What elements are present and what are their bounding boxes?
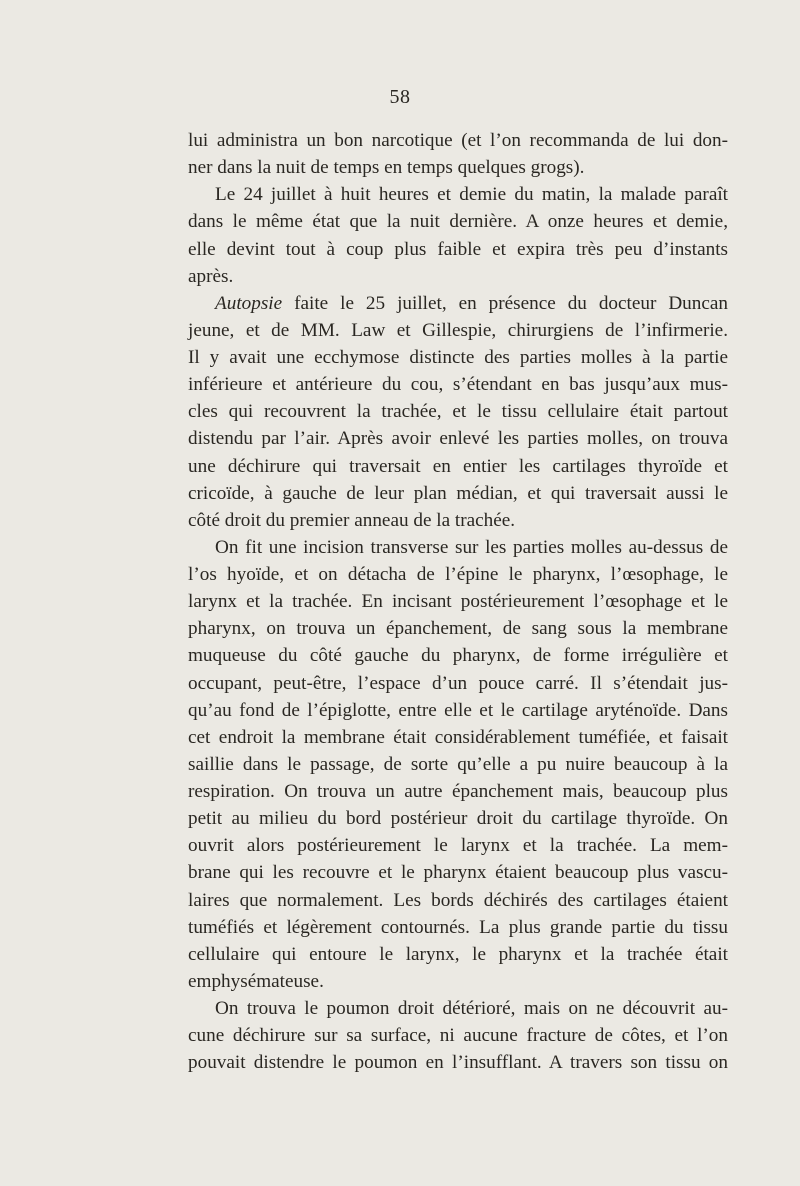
text-line: saillie dans le passage, de sorte qu’elle a pu nuire beaucoup à la: [188, 753, 728, 775]
text-line: lui administra un bon narcotique (et l’on recommanda de lui don-: [188, 130, 728, 151]
text-line: distendu par l’air. Après avoir enlevé les parties molles, on trouva: [188, 428, 728, 450]
text-line: Le 24 juillet à huit heures et demie du matin, la malade paraît: [215, 184, 728, 206]
text-line: tuméfiés et légèrement contournés. La plus grande partie du tissu: [188, 916, 728, 938]
text-line: respiration. On trouva un autre épanchement mais, beaucoup plus: [188, 781, 728, 802]
text-line: muqueuse du côté gauche du pharynx, de forme irrégulière et: [188, 645, 728, 667]
text-line: côté droit du premier anneau de la trachée.: [188, 509, 516, 531]
text-line: pouvait distendre le poumon en l’insufflant. A travers son tissu on: [188, 1052, 728, 1074]
text-line: ouvrit alors postérieurement le larynx et la trachée. La mem-: [188, 835, 728, 857]
text-line: On trouva le poumon droit détérioré, mais on ne découvrit au-: [215, 998, 728, 1019]
page-number: 58: [389, 86, 411, 108]
text-line: cune déchirure sur sa surface, ni aucune fracture de côtes, et l’on: [188, 1025, 728, 1047]
text-line: une déchirure qui traversait en entier les cartilages thyroïde et: [188, 455, 728, 477]
text-line: On fit une incision transverse sur les parties molles au-dessus de: [215, 536, 728, 558]
text-line: elle devint tout à coup plus faible et expira très peu d’instants: [188, 238, 728, 260]
text-line: cles qui recouvrent la trachée, et le tissu cellulaire était partout: [188, 401, 728, 423]
text-line: jeune, et de MM. Law et Gillespie, chirurgiens de l’infirmerie.: [188, 319, 728, 341]
text-line: après.: [188, 265, 234, 287]
text-line: ner dans la nuit de temps en temps quelques grogs).: [188, 157, 585, 179]
text-line: emphysémateuse.: [188, 970, 324, 992]
text-line: cricoïde, à gauche de leur plan médian, et qui traversait aussi le: [188, 482, 728, 504]
text-line: l’os hyoïde, et on détacha de l’épine le pharynx, l’œsophage, le: [188, 564, 728, 585]
text-line: larynx et la trachée. En incisant postérieurement l’œsophage et le: [188, 591, 728, 613]
text-line: qu’au fond de l’épiglotte, entre elle et le cartilage aryténoïde. Dans: [188, 699, 728, 721]
text-line: brane qui les recouvre et le pharynx étaient beaucoup plus vascu-: [188, 862, 728, 884]
text-line: occupant, peut-être, l’espace d’un pouce carré. Il s’étendait jus-: [188, 672, 728, 694]
text-line: cellulaire qui entoure le larynx, le pharynx et la trachée était: [188, 943, 728, 965]
italic-lead: Autopsie: [215, 292, 283, 314]
line-rest: faite le 25 juillet, en présence du docteur Duncan: [282, 292, 728, 314]
text-line: pharynx, on trouva un épanchement, de sang sous la membrane: [188, 618, 728, 640]
text-line: [188, 290, 728, 317]
body-text: [188, 127, 728, 1076]
text-line: inférieure et antérieure du cou, s’étendant en bas jusqu’aux mus-: [188, 374, 728, 396]
text-line: Il y avait une ecchymose distincte des parties molles à la partie: [188, 347, 728, 368]
text-line: dans le même état que la nuit dernière. A onze heures et demie,: [188, 211, 728, 233]
text-line: laires que normalement. Les bords déchirés des cartilages étaient: [188, 889, 728, 911]
text-line: cet endroit la membrane était considérablement tuméfiée, et faisait: [188, 726, 728, 748]
text-line: petit au milieu du bord postérieur droit du cartilage thyroïde. On: [188, 808, 728, 830]
